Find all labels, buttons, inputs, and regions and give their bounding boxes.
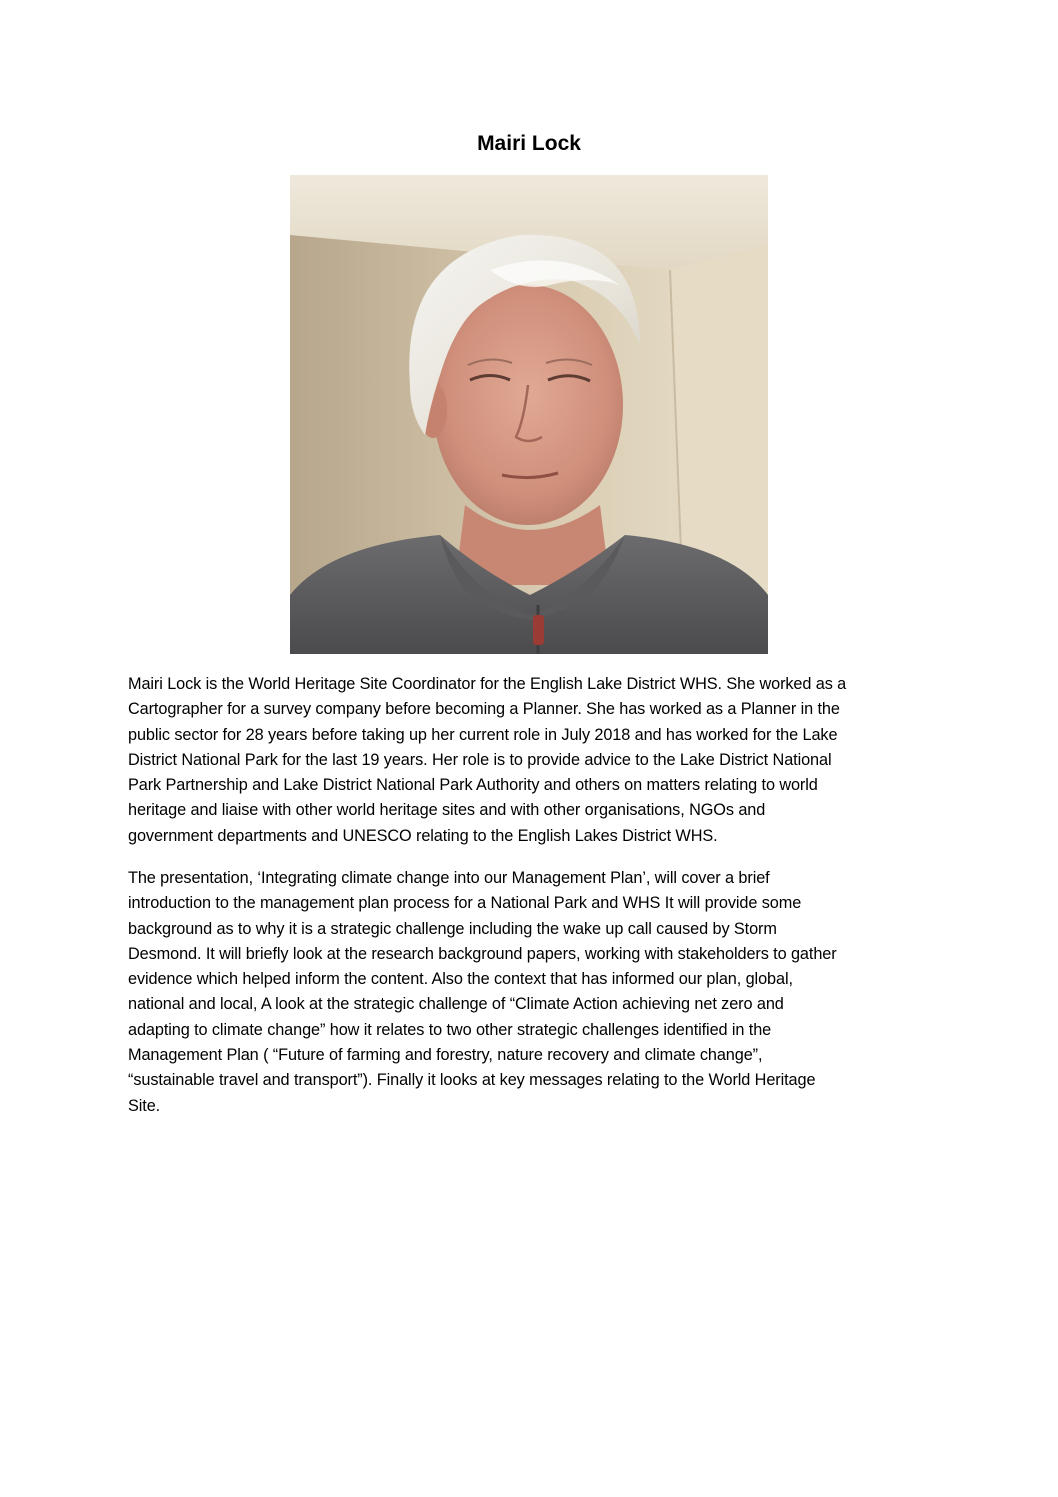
bio-line: heritage and liaise with other world heritage sites and with other organisations, NGOs and — [128, 801, 766, 820]
bio-line: public sector for 28 years before taking up her current role in July 2018 and has worked for the Lake — [128, 725, 838, 744]
bio-line: District National Park for the last 19 years. Her role is to provide advice to the Lake District National — [128, 750, 832, 769]
presentation-line: Desmond. It will briefly look at the research background papers, working with stakeholders to gather — [128, 944, 837, 963]
bio-line: Mairi Lock is the World Heritage Site Coordinator for the English Lake District WHS. She worked as a — [128, 675, 847, 693]
presentation-line: background as to why it is a strategic challenge including the wake up call caused by Storm — [128, 919, 777, 938]
presentation-line: Site. — [128, 1096, 161, 1115]
presentation-line: introduction to the management plan process for a National Park and WHS It will provide some — [128, 894, 802, 913]
portrait-illustration — [290, 175, 768, 654]
bio-line: Park Partnership and Lake District National Park Authority and others on matters relating to world — [128, 776, 818, 795]
bio-line: Cartographer for a survey company before becoming a Planner. She has worked as a Planner in the — [128, 700, 840, 719]
presentation-paragraph — [128, 866, 933, 1119]
bio-line: government departments and UNESCO relating to the English Lakes District WHS. — [128, 826, 718, 845]
presentation-line: Management Plan ( “Future of farming and forestry, nature recovery and climate change”, — [128, 1046, 763, 1065]
presentation-line: adapting to climate change” how it relates to two other strategic challenges identified in the — [128, 1020, 772, 1039]
presentation-line: evidence which helped inform the content. Also the context that has informed our plan, global, — [128, 970, 793, 989]
page-title: Mairi Lock — [477, 132, 581, 155]
presentation-line: The presentation, ‘Integrating climate change into our Management Plan’, will cover a brief — [128, 869, 770, 887]
presentation-line: “sustainable travel and transport”). Finally it looks at key messages relating to the World Heritage — [128, 1071, 816, 1090]
portrait-photo — [290, 175, 768, 654]
presentation-line: national and local, A look at the strategic challenge of “Climate Action achieving net zero and — [128, 995, 784, 1014]
bio-paragraph — [128, 672, 933, 849]
